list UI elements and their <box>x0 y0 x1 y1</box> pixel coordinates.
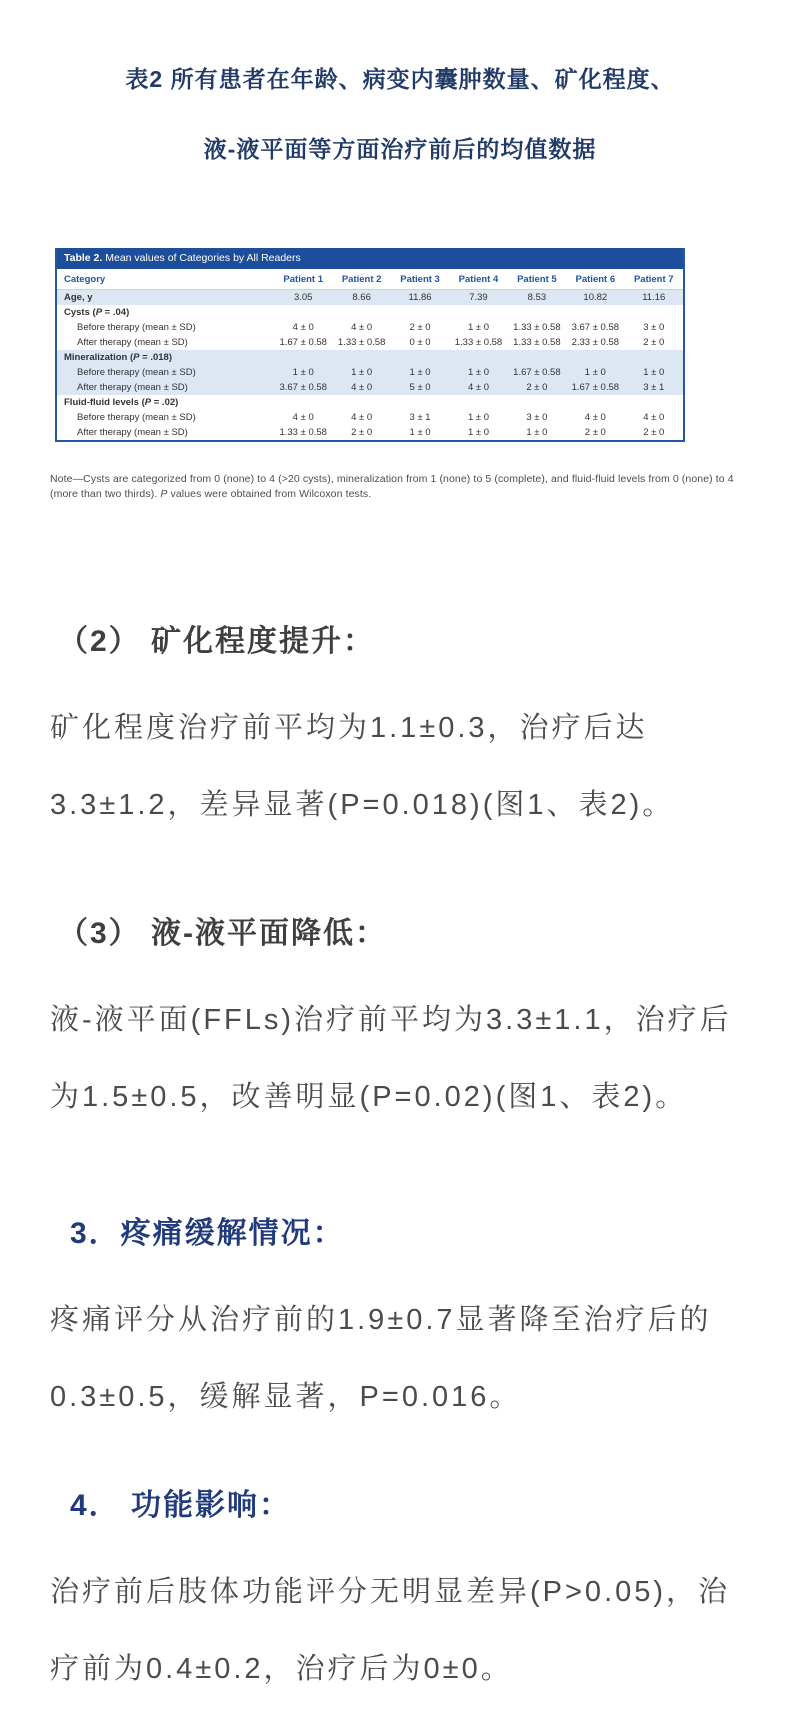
row-label: Before therapy (mean ± SD) <box>77 322 196 333</box>
section-heading: （3） 液-液平面降低： <box>58 917 388 950</box>
table-group-row <box>57 305 683 320</box>
cell-value: 2 ± 0 <box>409 322 431 333</box>
cell-value: 3.05 <box>274 290 332 306</box>
cell-value: 1 ± 0 <box>332 365 390 380</box>
cell-value: 3.67 ± 0.58 <box>571 322 620 333</box>
cell-value: 10.82 <box>566 290 624 306</box>
row-label: Cysts (P = .04) <box>64 307 130 318</box>
section-paragraph: 矿化程度治疗前平均为1.1±0.3，治疗后达3.3±1.2，差异显著(P=0.018)(图1、表2)。 <box>50 712 675 821</box>
cell-value: 1.67 ± 0.58 <box>279 337 327 348</box>
column-header-patient-6: Patient 6 <box>566 269 624 290</box>
cell-value: 2 ± 0 <box>508 380 566 395</box>
cell-value: 1.67 ± 0.58 <box>508 365 566 380</box>
cell-value: 1.67 ± 0.58 <box>566 380 624 395</box>
cell-value: 1.33 ± 0.58 <box>454 337 503 348</box>
cell-value: 2 ± 0 <box>584 427 606 438</box>
cell-value: 1 ± 0 <box>274 365 332 380</box>
document-title <box>0 0 800 184</box>
cell-value: 1 ± 0 <box>467 427 489 438</box>
cell-value: 3 ± 1 <box>625 380 683 395</box>
section-heading: （2） 矿化程度提升： <box>58 625 376 658</box>
cell-value: 1.33 ± 0.58 <box>337 337 386 348</box>
cell-value: 2 ± 0 <box>643 427 665 438</box>
column-header-patient-5: Patient 5 <box>508 269 566 290</box>
table-caption-text: Mean values of Categories by All Readers <box>102 252 301 264</box>
cell-value: 1 ± 0 <box>409 427 431 438</box>
cell-value: 1 ± 0 <box>467 412 489 423</box>
table-row <box>57 365 683 380</box>
section-paragraph: 治疗前后肢体功能评分无明显差异(P>0.05)，治疗前为0.4±0.2，治疗后为0±0。 <box>50 1576 731 1685</box>
table-figure <box>55 248 685 442</box>
cell-value: 4 ± 0 <box>584 412 606 423</box>
cell-value: 2 ± 0 <box>643 337 665 348</box>
cell-value: 4 ± 0 <box>292 322 314 333</box>
cell-value: 1 ± 0 <box>391 365 449 380</box>
section-paragraph: 液-液平面(FFLs)治疗前平均为3.3±1.1，治疗后为1.5±0.5，改善明显(P=0.02)(图1、表2)。 <box>50 1004 732 1113</box>
cell-value: 3 ± 0 <box>526 412 548 423</box>
section-heading: 4． 功能影响： <box>70 1489 292 1522</box>
column-header-patient-1: Patient 1 <box>274 269 332 290</box>
cell-value: 4 ± 0 <box>351 412 373 423</box>
document-title-line-1: 表2 所有患者在年龄、病变内囊肿数量、矿化程度、 <box>125 66 675 92</box>
section-function-impact <box>50 1484 752 1708</box>
column-header-patient-3: Patient 3 <box>391 269 449 290</box>
cell-value: 0 ± 0 <box>409 337 431 348</box>
row-label: Fluid-fluid levels (P = .02) <box>64 397 179 408</box>
journal-table <box>55 248 685 442</box>
cell-value: 2.33 ± 0.58 <box>571 337 620 348</box>
table-row <box>57 425 683 440</box>
row-label: Before therapy (mean ± SD) <box>57 365 274 380</box>
cell-value: 2 ± 0 <box>351 427 373 438</box>
cell-value: 4 ± 0 <box>332 380 390 395</box>
table-row <box>57 380 683 395</box>
cell-value: 7.39 <box>449 290 507 306</box>
section-mineralization <box>50 620 752 844</box>
table-row <box>57 320 683 335</box>
column-header-patient-7: Patient 7 <box>625 269 683 290</box>
table-row <box>57 410 683 425</box>
table-caption <box>57 248 683 269</box>
cell-value: 4 ± 0 <box>292 412 314 423</box>
section-heading: 3．疼痛缓解情况： <box>70 1217 345 1250</box>
section-paragraph: 疼痛评分从治疗前的1.9±0.7显著降至治疗后的0.3±0.5，缓解显著，P=0.016。 <box>50 1304 712 1413</box>
cell-value: 1 ± 0 <box>566 365 624 380</box>
table-group-row <box>57 395 683 410</box>
cell-value: 1 ± 0 <box>449 365 507 380</box>
table-caption-label: Table 2. <box>64 252 103 264</box>
table-body <box>57 290 683 441</box>
cell-value: 4 ± 0 <box>643 412 665 423</box>
cell-value: 1.33 ± 0.58 <box>513 337 561 348</box>
row-label: After therapy (mean ± SD) <box>57 380 274 395</box>
cell-value: 1 ± 0 <box>467 322 489 333</box>
cell-value: 1.33 ± 0.58 <box>513 322 561 333</box>
cell-value: 8.53 <box>508 290 566 306</box>
cell-value: 11.86 <box>391 290 449 306</box>
table-header-row <box>57 269 683 290</box>
table-row <box>57 335 683 350</box>
table-row <box>57 290 683 306</box>
cell-value: 1 ± 0 <box>625 365 683 380</box>
cell-value: 1 ± 0 <box>526 427 548 438</box>
cell-value: 3 ± 0 <box>643 322 665 333</box>
table-group-row <box>57 350 683 365</box>
cell-value: 4 ± 0 <box>449 380 507 395</box>
cell-value: 3.67 ± 0.58 <box>274 380 332 395</box>
cell-value: 1.33 ± 0.58 <box>279 427 327 438</box>
cell-value: 3 ± 1 <box>409 412 431 423</box>
row-label: Before therapy (mean ± SD) <box>77 412 196 423</box>
cell-value: 8.66 <box>332 290 390 306</box>
table-note: Note—Cysts are categorized from 0 (none) to 4 (>20 cysts), mineralization from 1 (none) to 5 (complete), and fluid-fluid levels from 0 (none) to 4 (more than two thirds). P values were obtained from Wilcoxon tests. <box>50 473 734 500</box>
row-label: After therapy (mean ± SD) <box>77 427 188 438</box>
cell-value: 11.16 <box>625 290 683 306</box>
cell-value: 5 ± 0 <box>391 380 449 395</box>
column-header-category: Category <box>57 269 274 290</box>
column-header-patient-2: Patient 2 <box>332 269 390 290</box>
row-label: After therapy (mean ± SD) <box>77 337 188 348</box>
row-label: Age, y <box>57 290 274 306</box>
cell-value: 4 ± 0 <box>351 322 373 333</box>
column-header-patient-4: Patient 4 <box>449 269 507 290</box>
document-title-line-2: 液-液平面等方面治疗前后的均值数据 <box>203 136 597 162</box>
section-fluid-fluid-levels <box>50 912 752 1136</box>
section-pain-relief <box>50 1212 752 1436</box>
row-label: Mineralization (P = .018) <box>57 350 683 365</box>
